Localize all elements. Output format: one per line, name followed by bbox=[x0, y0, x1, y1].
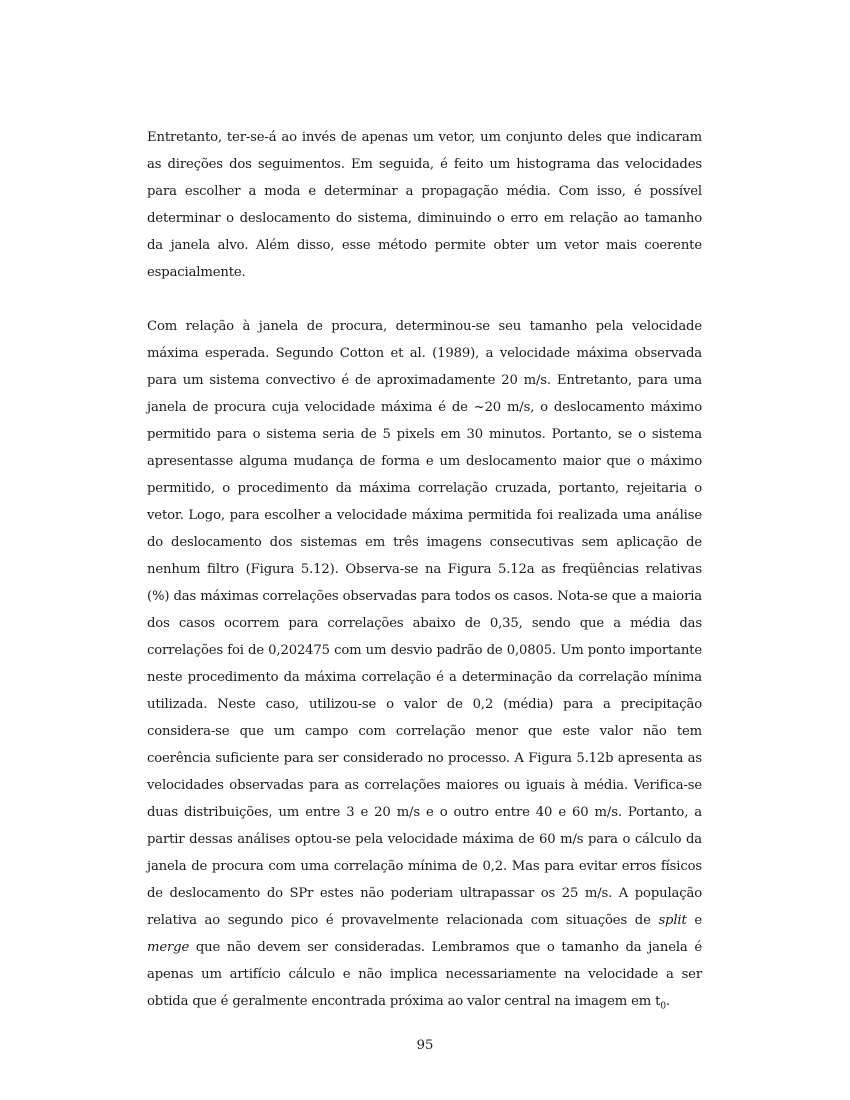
paragraph-2-text-c: que não devem ser consideradas. Lembramos que o tamanho da janela é apenas um artifício cálculo e não implica necessariamente na velocidade a ser obtida que é geralmente encontrada próxima ao valor central na imagem em t bbox=[147, 940, 702, 1009]
paragraph-2-text-a: Com relação à janela de procura, determinou-se seu tamanho pela velocidade máxima esperada. Segundo Cotton et al. (1989), a velocidade máxima observada para um sistema convectivo é de aproximadamente 20 m/s. Entretanto, para uma janela de procura cuja velocidade máxima é de ~20 m/s, o deslocamento máximo permitido para o sistema seria de 5 pixels em 30 minutos. Portanto, se o sistema apresentasse alguma mudança de forma e um deslocamento maior que o máximo permitido, o procedimento da máxima correlação cruzada, portanto, rejeitaria o vetor. Logo, para escolher a velocidade máxima permitida foi realizada uma análise do deslocamento dos sistemas em três imagens consecutivas sem aplicação de nenhum filtro (Figura 5.12). Observa-se na Figura 5.12a as freqüências relativas (%) das máximas correlações observadas para todos os casos. Nota-se que a maioria dos casos ocorrem para correlações abaixo de 0,35, sendo que a média das correlações foi de 0,202475 com um desvio padrão de 0,0805. Um ponto importante neste procedimento da máxima correlação é a determinação da correlação mínima utilizada. Neste caso, utilizou-se o valor de 0,2 (média) para a precipitação considera-se que um campo com correlação menor que este valor não tem coerência suficiente para ser considerado no processo. A Figura 5.12b apresenta as velocidades observadas para as correlações maiores ou iguais à média. Verifica-se duas distribuições, um entre 3 e 20 m/s e o outro entre 40 e 60 m/s. Portanto, a partir dessas análises optou-se pela velocidade máxima de 60 m/s para o cálculo da janela de procura com uma correlação mínima de 0,2. Mas para evitar erros físicos de deslocamento do SPr estes não poderiam ultrapassar os 25 m/s. A população relativa ao segundo pico é provavelmente relacionada com situações de bbox=[147, 319, 702, 928]
paragraph-2-text-d: . bbox=[665, 994, 670, 1009]
term-merge: merge bbox=[147, 940, 190, 955]
term-split: split bbox=[658, 913, 687, 928]
paragraph-2 bbox=[147, 313, 702, 1015]
paragraph-1 bbox=[147, 124, 702, 286]
subscript-zero: 0 bbox=[660, 1001, 666, 1012]
page-number: 95 bbox=[416, 1038, 434, 1053]
document-body bbox=[147, 124, 702, 1015]
paragraph-1-text: Entretanto, ter-se-á ao invés de apenas um vetor, um conjunto deles que indicaram as direções dos seguimentos. Em seguida, é feito um histograma das velocidades para escolher a moda e determinar a propagação média. Com isso, é possível determinar o deslocamento do sistema, diminuindo o erro em relação ao tamanho da janela alvo. Além disso, esse método permite obter um vetor mais coerente espacialmente. bbox=[147, 130, 702, 280]
paragraph-2-text-b: e bbox=[686, 913, 703, 928]
